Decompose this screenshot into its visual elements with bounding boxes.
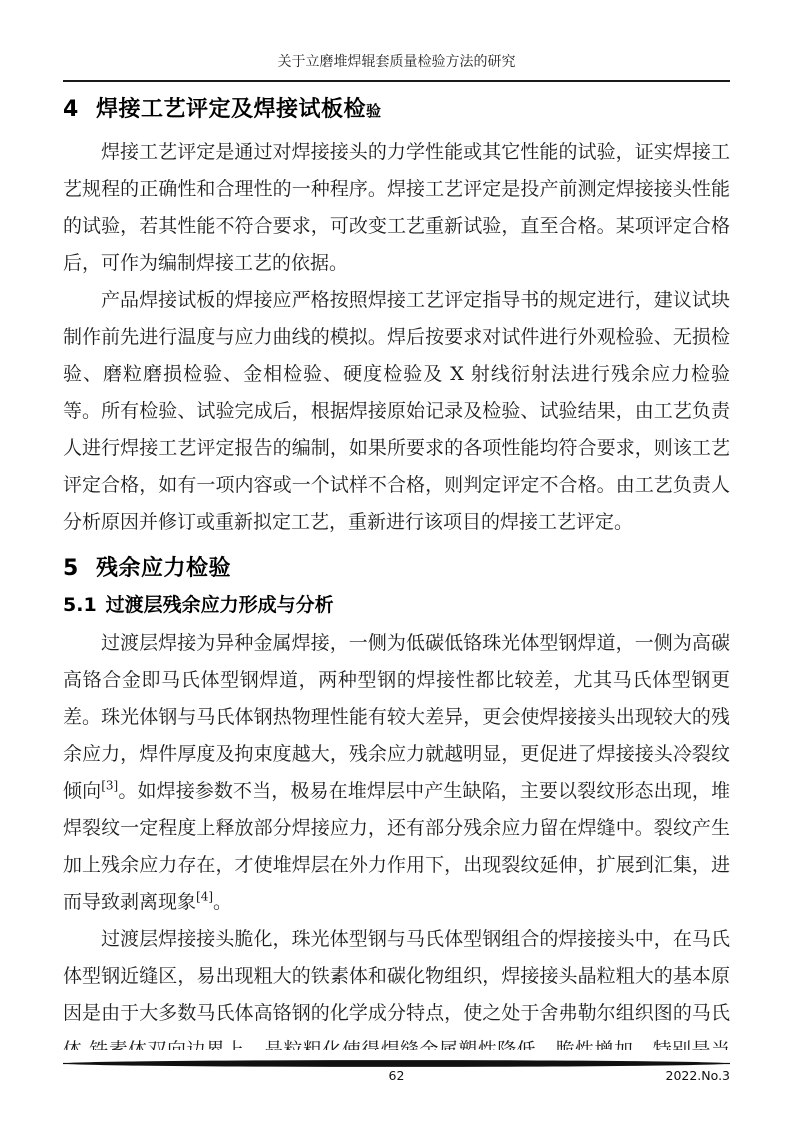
running-title: 关于立磨堆焊辊套质量检验方法的研究 — [277, 54, 516, 70]
reference-superscript-4: [4] — [196, 889, 214, 904]
paragraph-text: 过渡层焊接为异种金属焊接，一侧为低碳低铬珠光体型钢焊道，一侧为高碳高铬合金即马氏体型钢焊道，两种型钢的焊接性都比较差，尤其马氏体型钢更差。珠光体钢与马氏体钢热物理性能有较大差异，更会使焊接接头出现较大的残余应力，焊件厚度及拘束度越大，残余应力就越明显，更促进了焊接接头冷裂纹倾向 — [63, 632, 730, 802]
section-4-title-small-char: 验 — [366, 102, 382, 120]
paragraph-text: 。如焊接参数不当，极易在堆焊层中产生缺陷，主要以裂纹形态出现，堆焊裂纹一定程度上释放部分焊接应力，还有部分残余应力留在焊缝中。裂纹产生加上残余应力存在，才使堆焊层在外力作用下，出现裂纹延伸，扩展到汇集，进而导致剥离现象 — [63, 780, 730, 913]
section-4-number: 4 — [63, 97, 79, 122]
section-4-heading — [63, 95, 730, 126]
page-number: 62 — [388, 1068, 405, 1083]
section-5-number: 5 — [63, 556, 79, 581]
reference-superscript-3: [3] — [101, 778, 119, 793]
page-header — [63, 52, 730, 82]
subsection-5-1-heading — [63, 592, 730, 618]
paragraph: 产品焊接试板的焊接应严格按照焊接工艺评定指导书的规定进行，建议试块制作前先进行温度与应力曲线的模拟。焊后按要求对试件进行外观检验、无损检验、磨粒磨损检验、金相检验、硬度检验及 X 射线衍射法进行残余应力检验等。所有检验、试验完成后，根据焊接原始记录及检验、试验结果，由工艺负责人进行焊接工艺评定报告的编制，如果所要求的各项性能均符合要求，则该工艺评定合格，如有一项内容或一个试样不合格，则判定评定不合格。由工艺负责人分析原因并修订或重新拟定工艺，重新进行该项目的焊接工艺评定。 — [63, 289, 730, 533]
footer-row — [63, 1068, 730, 1086]
page-footer — [63, 1050, 730, 1122]
section-5-title: 残余应力检验 — [96, 556, 232, 581]
issue-number: 2022.No.3 — [665, 1068, 730, 1083]
paragraph: 焊接工艺评定是通过对焊接接头的力学性能或其它性能的试验，证实焊接工艺规程的正确性和合理性的一种程序。焊接工艺评定是投产前测定焊接接头性能的试验，若其性能不符合要求，可改变工艺重新试验，直至合格。某项评定合格后，可作为编制焊接工艺的依据。 — [63, 141, 730, 274]
footer-rule — [63, 1059, 730, 1068]
paragraph — [63, 625, 730, 921]
section-4-title: 焊接工艺评定及焊接试板检 — [96, 97, 367, 122]
paragraph-text: 。 — [213, 891, 233, 913]
paragraph: 过渡层焊接接头脆化，珠光体型钢与马氏体型钢组合的焊接接头中，在马氏体型钢近缝区，易出现粗大的铁素体和碳化物组织，焊接接头晶粒粗大的基本原因是由于大多数马氏体高铬钢的化学成分特点，使之处于舍弗勒尔组织图的马氏 — [63, 928, 730, 1024]
section-5-heading — [63, 554, 730, 584]
subsection-5-1-title: 过渡层残余应力形成与分析 — [105, 594, 334, 616]
subsection-5-1-number: 5.1 — [63, 594, 97, 616]
